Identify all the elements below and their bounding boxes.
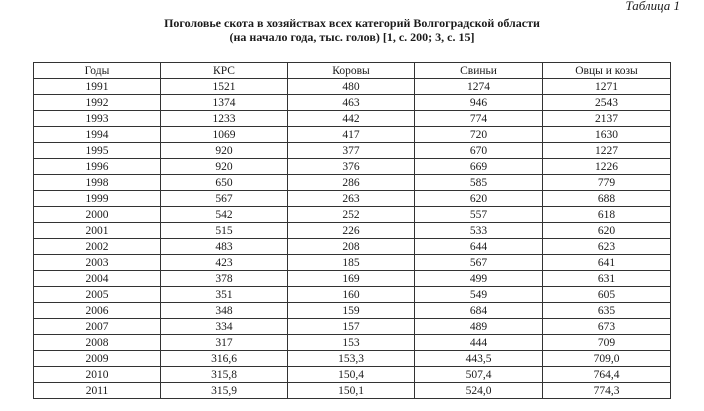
cell-sheep-goats: 1226 — [543, 159, 671, 175]
cell-cattle: 315,9 — [161, 383, 288, 399]
cell-cows: 480 — [288, 79, 415, 95]
header-pigs: Свиньи — [415, 63, 543, 79]
cell-pigs: 1274 — [415, 79, 543, 95]
cell-sheep-goats: 774,3 — [543, 383, 671, 399]
cell-cows: 159 — [288, 303, 415, 319]
cell-pigs: 489 — [415, 319, 543, 335]
cell-pigs: 670 — [415, 143, 543, 159]
cell-year: 2004 — [34, 271, 161, 287]
table-row — [34, 351, 671, 367]
cell-cattle: 483 — [161, 239, 288, 255]
table-row — [34, 127, 671, 143]
cell-pigs: 557 — [415, 207, 543, 223]
header-sheep-goats: Овцы и козы — [543, 63, 671, 79]
table-row — [34, 191, 671, 207]
cell-year: 2010 — [34, 367, 161, 383]
table-row — [34, 383, 671, 399]
cell-cattle: 423 — [161, 255, 288, 271]
table-row — [34, 79, 671, 95]
cell-cattle: 1069 — [161, 127, 288, 143]
cell-cattle: 920 — [161, 143, 288, 159]
cell-cows: 150,4 — [288, 367, 415, 383]
cell-year: 2006 — [34, 303, 161, 319]
cell-pigs: 444 — [415, 335, 543, 351]
cell-pigs: 669 — [415, 159, 543, 175]
cell-year: 2007 — [34, 319, 161, 335]
table-row — [34, 111, 671, 127]
table-row — [34, 367, 671, 383]
table-row — [34, 143, 671, 159]
cell-year: 1993 — [34, 111, 161, 127]
cell-year: 1994 — [34, 127, 161, 143]
cell-cows: 208 — [288, 239, 415, 255]
cell-cows: 463 — [288, 95, 415, 111]
cell-cattle: 920 — [161, 159, 288, 175]
cell-pigs: 774 — [415, 111, 543, 127]
cell-cows: 150,1 — [288, 383, 415, 399]
cell-cows: 263 — [288, 191, 415, 207]
cell-year: 1995 — [34, 143, 161, 159]
cell-sheep-goats: 688 — [543, 191, 671, 207]
cell-cattle: 1374 — [161, 95, 288, 111]
cell-cattle: 567 — [161, 191, 288, 207]
cell-cows: 442 — [288, 111, 415, 127]
cell-year: 2005 — [34, 287, 161, 303]
cell-cows: 160 — [288, 287, 415, 303]
table-row — [34, 271, 671, 287]
table-row — [34, 287, 671, 303]
cell-year: 1996 — [34, 159, 161, 175]
header-years: Годы — [34, 63, 161, 79]
cell-sheep-goats: 2543 — [543, 95, 671, 111]
table-number-label: Таблица 1 — [625, 0, 680, 13]
cell-sheep-goats: 779 — [543, 175, 671, 191]
cell-year: 2008 — [34, 335, 161, 351]
table-row — [34, 207, 671, 223]
cell-cows: 377 — [288, 143, 415, 159]
cell-sheep-goats: 641 — [543, 255, 671, 271]
cell-cows: 252 — [288, 207, 415, 223]
cell-pigs: 549 — [415, 287, 543, 303]
cell-sheep-goats: 1271 — [543, 79, 671, 95]
cell-cows: 153 — [288, 335, 415, 351]
cell-year: 2001 — [34, 223, 161, 239]
cell-cattle: 351 — [161, 287, 288, 303]
cell-pigs: 620 — [415, 191, 543, 207]
table-row — [34, 159, 671, 175]
cell-pigs: 720 — [415, 127, 543, 143]
cell-pigs: 443,5 — [415, 351, 543, 367]
cell-cows: 286 — [288, 175, 415, 191]
cell-cattle: 317 — [161, 335, 288, 351]
header-row — [34, 63, 671, 79]
cell-cattle: 315,8 — [161, 367, 288, 383]
cell-pigs: 524,0 — [415, 383, 543, 399]
cell-sheep-goats: 709,0 — [543, 351, 671, 367]
table-body — [34, 79, 671, 399]
cell-sheep-goats: 1630 — [543, 127, 671, 143]
cell-pigs: 644 — [415, 239, 543, 255]
header-cattle: КРС — [161, 63, 288, 79]
cell-cows: 185 — [288, 255, 415, 271]
cell-year: 1991 — [34, 79, 161, 95]
cell-cattle: 515 — [161, 223, 288, 239]
cell-year: 1992 — [34, 95, 161, 111]
cell-sheep-goats: 618 — [543, 207, 671, 223]
cell-year: 2002 — [34, 239, 161, 255]
cell-pigs: 499 — [415, 271, 543, 287]
header-cows: Коровы — [288, 63, 415, 79]
cell-cows: 417 — [288, 127, 415, 143]
cell-cattle: 378 — [161, 271, 288, 287]
cell-sheep-goats: 709 — [543, 335, 671, 351]
table-row — [34, 95, 671, 111]
table-row — [34, 335, 671, 351]
cell-year: 2009 — [34, 351, 161, 367]
table-row — [34, 239, 671, 255]
caption-line-2: (на начало года, тыс. голов) [1, с. 200; 3, с. 15] — [229, 30, 475, 44]
cell-cows: 376 — [288, 159, 415, 175]
cell-pigs: 507,4 — [415, 367, 543, 383]
table-row — [34, 319, 671, 335]
cell-cows: 157 — [288, 319, 415, 335]
cell-cattle: 1521 — [161, 79, 288, 95]
caption-line-1: Поголовье скота в хозяйствах всех категорий Волгоградской области — [164, 16, 540, 30]
cell-pigs: 946 — [415, 95, 543, 111]
cell-year: 1999 — [34, 191, 161, 207]
table-row — [34, 175, 671, 191]
cell-sheep-goats: 635 — [543, 303, 671, 319]
cell-pigs: 533 — [415, 223, 543, 239]
cell-pigs: 684 — [415, 303, 543, 319]
cell-sheep-goats: 631 — [543, 271, 671, 287]
cell-cows: 169 — [288, 271, 415, 287]
table-row — [34, 223, 671, 239]
cell-sheep-goats: 623 — [543, 239, 671, 255]
cell-sheep-goats: 1227 — [543, 143, 671, 159]
table-caption — [0, 16, 704, 44]
cell-cattle: 348 — [161, 303, 288, 319]
cell-pigs: 567 — [415, 255, 543, 271]
cell-year: 2003 — [34, 255, 161, 271]
cell-year: 1998 — [34, 175, 161, 191]
cell-sheep-goats: 673 — [543, 319, 671, 335]
table-row — [34, 255, 671, 271]
cell-cattle: 316,6 — [161, 351, 288, 367]
cell-sheep-goats: 620 — [543, 223, 671, 239]
cell-cattle: 542 — [161, 207, 288, 223]
table-row — [34, 303, 671, 319]
cell-sheep-goats: 2137 — [543, 111, 671, 127]
cell-cattle: 334 — [161, 319, 288, 335]
cell-pigs: 585 — [415, 175, 543, 191]
cell-cattle: 1233 — [161, 111, 288, 127]
cell-sheep-goats: 605 — [543, 287, 671, 303]
livestock-table — [33, 62, 671, 399]
cell-cattle: 650 — [161, 175, 288, 191]
cell-cows: 226 — [288, 223, 415, 239]
cell-year: 2000 — [34, 207, 161, 223]
cell-year: 2011 — [34, 383, 161, 399]
cell-cows: 153,3 — [288, 351, 415, 367]
cell-sheep-goats: 764,4 — [543, 367, 671, 383]
